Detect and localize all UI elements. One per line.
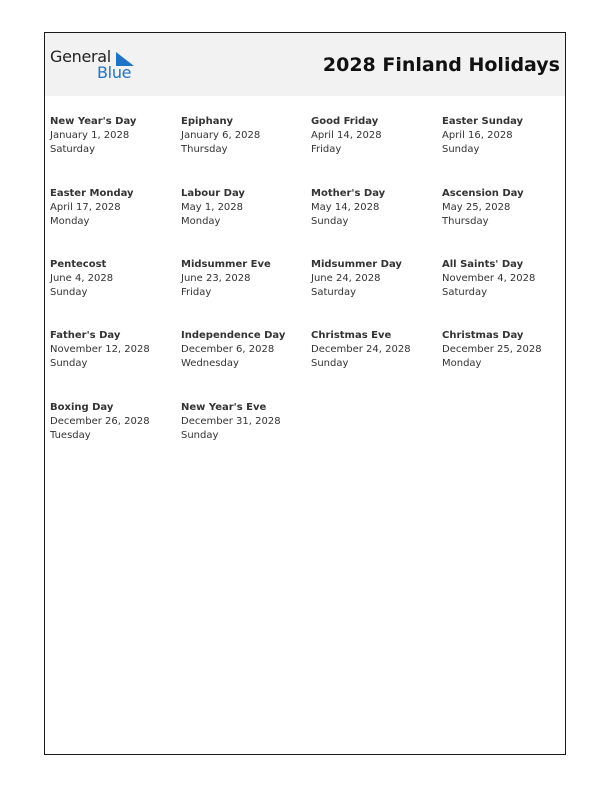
holiday-date: May 25, 2028 [442, 202, 511, 213]
holiday-item [442, 329, 570, 371]
holiday-name: Independence Day [181, 330, 286, 341]
holiday-weekday: Thursday [181, 144, 228, 155]
holiday-weekday: Monday [181, 216, 221, 227]
holiday-name: Easter Sunday [442, 116, 524, 127]
holiday-item [181, 115, 309, 157]
header-band [45, 33, 565, 96]
holiday-date: May 14, 2028 [311, 202, 380, 213]
holiday-name: Midsummer Day [311, 259, 402, 270]
holiday-weekday: Sunday [311, 216, 349, 227]
holiday-date: May 1, 2028 [181, 202, 244, 213]
holiday-item [311, 187, 439, 229]
holiday-item [181, 329, 309, 371]
holiday-date: January 1, 2028 [50, 130, 130, 141]
holiday-weekday: Monday [442, 358, 482, 369]
holiday-weekday: Sunday [181, 430, 219, 441]
holiday-date: December 6, 2028 [181, 344, 275, 355]
holiday-name: Christmas Day [442, 330, 524, 341]
holiday-item [50, 329, 178, 371]
holiday-date: December 26, 2028 [50, 416, 150, 427]
holiday-date: April 14, 2028 [311, 130, 382, 141]
holiday-date: December 25, 2028 [442, 344, 542, 355]
holiday-item [442, 258, 570, 300]
holiday-name: Father's Day [50, 330, 121, 341]
holiday-name: Christmas Eve [311, 330, 392, 341]
holiday-date: December 24, 2028 [311, 344, 411, 355]
holiday-weekday: Friday [181, 287, 212, 298]
holiday-item [181, 258, 309, 300]
holiday-name: New Year's Day [50, 116, 137, 127]
holiday-date: June 24, 2028 [311, 273, 381, 284]
holiday-weekday: Sunday [50, 358, 88, 369]
holiday-date: January 6, 2028 [181, 130, 261, 141]
holiday-weekday: Friday [311, 144, 342, 155]
page-title: 2028 Finland Holidays [322, 54, 560, 76]
holiday-date: November 12, 2028 [50, 344, 150, 355]
holiday-item [50, 187, 178, 229]
logo-word-general: General [50, 47, 111, 66]
holiday-item [181, 401, 309, 443]
holiday-date: December 31, 2028 [181, 416, 281, 427]
holiday-item [181, 187, 309, 229]
holiday-item [442, 115, 570, 157]
holiday-weekday: Thursday [442, 216, 489, 227]
holiday-name: Labour Day [181, 188, 245, 199]
holiday-date: April 16, 2028 [442, 130, 513, 141]
holiday-weekday: Saturday [50, 144, 96, 155]
holiday-weekday: Saturday [311, 287, 357, 298]
holiday-weekday: Saturday [442, 287, 488, 298]
holiday-weekday: Sunday [311, 358, 349, 369]
holiday-item [311, 329, 439, 371]
holiday-name: Epiphany [181, 116, 234, 127]
holiday-item [311, 258, 439, 300]
holiday-date: November 4, 2028 [442, 273, 536, 284]
holiday-item [442, 187, 570, 229]
holiday-name: New Year's Eve [181, 402, 267, 413]
holiday-date: June 23, 2028 [181, 273, 251, 284]
general-blue-logo [50, 48, 140, 84]
holiday-item [50, 401, 178, 443]
holiday-weekday: Tuesday [50, 430, 91, 441]
page-frame [44, 32, 566, 755]
holiday-date: June 4, 2028 [50, 273, 114, 284]
holiday-name: All Saints' Day [442, 259, 524, 270]
holiday-item [50, 258, 178, 300]
logo-word-blue: Blue [97, 63, 132, 82]
holiday-date: April 17, 2028 [50, 202, 121, 213]
holiday-item [50, 115, 178, 157]
holiday-name: Easter Monday [50, 188, 134, 199]
holiday-name: Boxing Day [50, 402, 114, 413]
holiday-name: Mother's Day [311, 188, 386, 199]
holiday-weekday: Sunday [50, 287, 88, 298]
holiday-weekday: Sunday [442, 144, 480, 155]
holiday-name: Ascension Day [442, 188, 524, 199]
holiday-name: Midsummer Eve [181, 259, 271, 270]
holiday-name: Pentecost [50, 259, 107, 270]
holiday-item [311, 115, 439, 157]
holiday-name: Good Friday [311, 116, 379, 127]
holiday-weekday: Monday [50, 216, 90, 227]
holiday-weekday: Wednesday [181, 358, 239, 369]
